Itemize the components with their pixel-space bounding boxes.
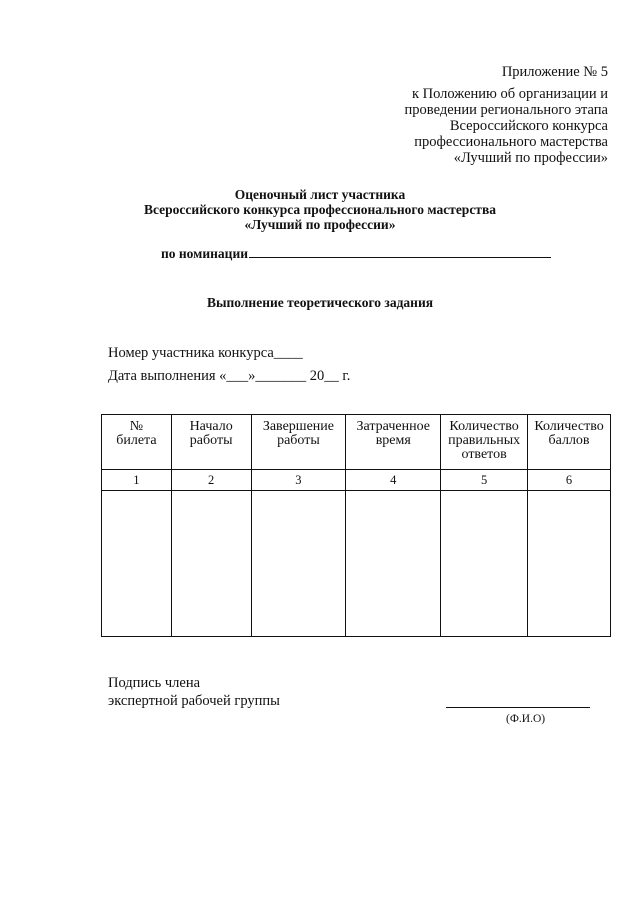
document-title bbox=[0, 187, 640, 232]
appendix-block bbox=[348, 64, 608, 166]
header-time-spent: Затраченное время bbox=[346, 415, 441, 470]
header-end-time: Завершение работы bbox=[251, 415, 346, 470]
nomination-blank-line[interactable] bbox=[249, 245, 551, 258]
table-number-row bbox=[102, 470, 611, 491]
appendix-number: Приложение № 5 bbox=[501, 64, 608, 80]
header-ticket-number: № билета bbox=[102, 415, 172, 470]
participant-number-field[interactable]: Номер участника конкурса____ bbox=[108, 345, 303, 361]
appendix-line: проведении регионального этапа bbox=[404, 102, 608, 118]
column-number: 3 bbox=[251, 470, 346, 491]
title-line: Оценочный лист участника bbox=[234, 187, 406, 202]
fio-label: (Ф.И.О) bbox=[506, 713, 546, 725]
signature-blank-line[interactable] bbox=[446, 707, 590, 708]
column-number: 5 bbox=[441, 470, 528, 491]
appendix-line: профессионального мастерства bbox=[414, 134, 608, 150]
time-spent-cell[interactable] bbox=[346, 491, 441, 637]
points-cell[interactable] bbox=[528, 491, 611, 637]
nomination-field bbox=[161, 245, 551, 262]
nomination-label: по номинации bbox=[161, 246, 249, 261]
signature-line-text: экспертной рабочей группы bbox=[108, 693, 280, 709]
column-number: 1 bbox=[102, 470, 172, 491]
column-number: 4 bbox=[346, 470, 441, 491]
column-number: 6 bbox=[528, 470, 611, 491]
table-header-row bbox=[102, 415, 611, 470]
table-row bbox=[102, 491, 611, 637]
header-correct-answers: Количество правильных ответов bbox=[441, 415, 528, 470]
header-points: Количество баллов bbox=[528, 415, 611, 470]
start-time-cell[interactable] bbox=[171, 491, 251, 637]
signature-label bbox=[108, 674, 280, 710]
appendix-line: Всероссийского конкурса bbox=[449, 118, 608, 134]
date-field[interactable]: Дата выполнения «___»_______ 20__ г. bbox=[108, 368, 351, 384]
signature-line-text: Подпись члена bbox=[108, 675, 201, 691]
score-table bbox=[101, 414, 611, 637]
title-line: «Лучший по профессии» bbox=[244, 217, 396, 232]
appendix-line: «Лучший по профессии» bbox=[453, 150, 608, 166]
ticket-number-cell[interactable] bbox=[102, 491, 172, 637]
header-start-time: Начало работы bbox=[171, 415, 251, 470]
end-time-cell[interactable] bbox=[251, 491, 346, 637]
title-line: Всероссийского конкурса профессионального мастерства bbox=[144, 202, 496, 217]
correct-answers-cell[interactable] bbox=[441, 491, 528, 637]
appendix-line: к Положению об организации и bbox=[411, 86, 608, 102]
section-title: Выполнение теоретического задания bbox=[206, 295, 434, 310]
column-number: 2 bbox=[171, 470, 251, 491]
